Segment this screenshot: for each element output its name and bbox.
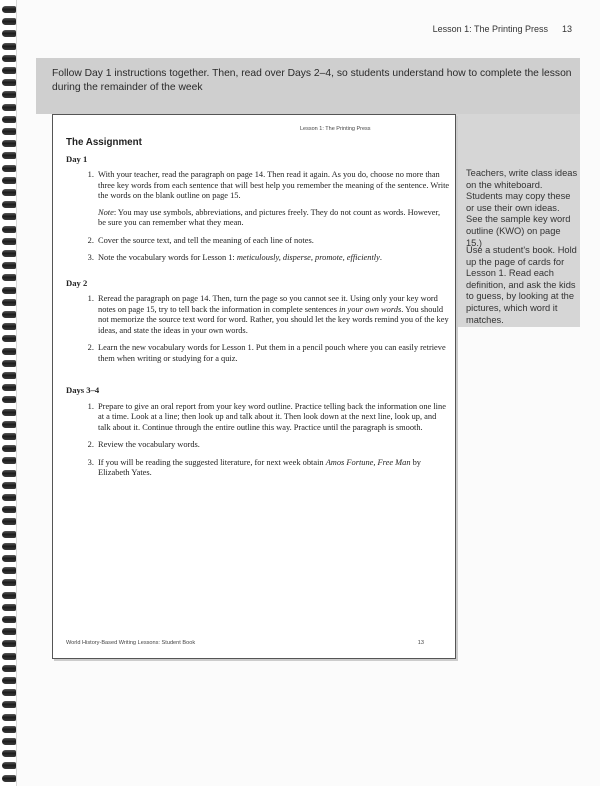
spiral-coil	[2, 250, 16, 257]
running-head-page-number: 13	[561, 24, 572, 34]
spiral-coil	[2, 152, 16, 159]
spiral-coil	[2, 592, 16, 599]
spiral-coil	[2, 335, 16, 342]
days34-item-2: 2. Review the vocabulary words.	[96, 440, 450, 451]
day2-item-1-emphasis: in your own words	[338, 304, 402, 314]
book-title: Amos Fortune, Free Man	[325, 457, 411, 467]
days34-item-3-prefix: If you will be reading the suggested literature, for next week obtain	[98, 457, 326, 467]
spiral-coil	[2, 91, 16, 98]
day1-list	[66, 170, 450, 264]
spiral-coil	[2, 604, 16, 611]
spiral-coil	[2, 311, 16, 318]
student-page-footer-number: 13	[417, 640, 424, 646]
spiral-coil	[2, 750, 16, 757]
day1-item-1-text: With your teacher, read the paragraph on page 14. Then read it again. As you do, choose no more than three key words from each sentence that will best help you remember the meaning of the sentence. Write the words on the blank outline on page 15.	[98, 170, 450, 200]
spiral-coil	[2, 775, 16, 782]
spiral-coil	[2, 67, 16, 74]
spiral-coil	[2, 409, 16, 416]
sidebar-note-vocab-cards: Use a student's book. Hold up the page of cards for Lesson 1. Read each definition, and ask the kids to guess, by looking at the pictures, which word it matches.	[466, 245, 577, 325]
spiral-coil	[2, 714, 16, 721]
spiral-coil	[2, 433, 16, 440]
spiral-coil	[2, 738, 16, 745]
day1-note-label: Note	[98, 207, 114, 217]
days34-item-3-suffix: by Elizabeth Yates.	[98, 457, 421, 477]
spiral-coil	[2, 396, 16, 403]
spiral-coil	[2, 762, 16, 769]
spiral-coil	[2, 104, 16, 111]
spiral-coil	[2, 43, 16, 50]
spiral-coil	[2, 262, 16, 269]
spiral-coil	[2, 323, 16, 330]
day2-item-1-text-b: . You should not memorize the source text word for word. Rather, you should let the key words remind you of the key ideas, and state the ideas in your own words.	[98, 304, 449, 335]
day1-item-3-prefix: Note the vocabulary words for Lesson 1:	[98, 253, 237, 262]
spiral-coil	[2, 653, 16, 660]
spiral-coil	[2, 665, 16, 672]
spiral-coil	[2, 213, 16, 220]
spiral-coil	[2, 445, 16, 452]
running-head	[433, 24, 572, 34]
spiral-coil	[2, 165, 16, 172]
day2-heading: Day 2	[66, 277, 88, 288]
spiral-coil	[2, 555, 16, 562]
spiral-coil	[2, 701, 16, 708]
spiral-coil	[2, 177, 16, 184]
spiral-coil	[2, 116, 16, 123]
spiral-coil	[2, 616, 16, 623]
spiral-coil	[2, 518, 16, 525]
day2-item-1	[96, 294, 450, 336]
day1-note-text: : You may use symbols, abbreviations, and pictures freely. They do not count as words. However, be sure you can remember what they mean.	[98, 207, 441, 227]
spiral-coil	[2, 726, 16, 733]
spiral-coil	[2, 640, 16, 647]
day1-heading: Day 1	[66, 153, 88, 164]
day2-item-1-text-a: Reread the paragraph on page 14. Then, turn the page so you cannot see it. Using only your key word notes on page 15, try to tell back the information in complete sentences	[98, 294, 438, 314]
spiral-coil	[2, 567, 16, 574]
spiral-coil	[2, 140, 16, 147]
days34-list	[66, 402, 450, 479]
day1-item-1	[96, 170, 450, 229]
spiral-coil	[2, 372, 16, 379]
day2-item-2: 2. Learn the new vocabulary words for Lesson 1. Put them in a pencil pouch where you can easily retrieve them when writing or studying for a quiz.	[96, 343, 450, 364]
spiral-coil	[2, 543, 16, 550]
spiral-coil	[2, 299, 16, 306]
vocabulary-words: meticulously, disperse, promote, efficiently	[236, 253, 380, 262]
running-head-title: Lesson 1: The Printing Press	[432, 24, 548, 34]
spiral-coil	[2, 348, 16, 355]
spiral-coil	[2, 531, 16, 538]
spiral-coil	[2, 457, 16, 464]
sidebar-note-whiteboard: Teachers, write class ideas on the whiteboard. Students may copy these or use their own ideas. See the sample key word outline (KWO) on page 15.)	[466, 168, 578, 248]
spiral-coil	[2, 677, 16, 684]
student-page-footer-title: World History-Based Writing Lessons: Student Book	[66, 640, 196, 646]
spiral-coil	[2, 201, 16, 208]
spiral-binding	[0, 0, 18, 786]
spiral-coil	[2, 79, 16, 86]
spiral-coil	[2, 287, 16, 294]
spiral-coil	[2, 628, 16, 635]
spiral-coil	[2, 494, 16, 501]
day1-item-2: 2. Cover the source text, and tell the meaning of each line of notes.	[96, 236, 450, 247]
spiral-coil	[2, 30, 16, 37]
spiral-coil	[2, 6, 16, 13]
spiral-coil	[2, 579, 16, 586]
spiral-coil	[2, 189, 16, 196]
spiral-coil	[2, 384, 16, 391]
instruction-banner-text: Follow Day 1 instructions together. Then, read over Days 2–4, so students understand how to complete the lesson during the remainder of the week	[52, 68, 572, 93]
day2-list	[66, 294, 450, 364]
spiral-coil	[2, 470, 16, 477]
student-page-footer	[66, 640, 424, 646]
student-page-running-head: Lesson 1: The Printing Press	[300, 126, 371, 132]
spiral-coil	[2, 421, 16, 428]
spiral-coil	[2, 18, 16, 25]
spiral-coil	[2, 128, 16, 135]
spiral-coil	[2, 506, 16, 513]
day1-item-3	[96, 253, 450, 264]
spiral-coil	[2, 360, 16, 367]
spiral-coil	[2, 226, 16, 233]
assignment-title: The Assignment	[66, 137, 142, 148]
spiral-coil	[2, 55, 16, 62]
days34-item-1: 1. Prepare to give an oral report from your key word outline. Practice telling back the information one line at a time. Look at a line; then look up and talk about it. Then look down at the next line, look up, and talk about it. Continue through the entire outline this way. Practice until the paragraph is smooth.	[96, 402, 450, 434]
day1-item-3-suffix: .	[379, 253, 382, 262]
days34-item-3	[96, 458, 450, 479]
assignment-content	[66, 138, 450, 486]
spiral-coil	[2, 238, 16, 245]
spiral-coil	[2, 482, 16, 489]
days34-heading: Days 3–4	[66, 385, 100, 395]
spiral-coil	[2, 689, 16, 696]
day1-note	[98, 208, 450, 229]
spiral-coil	[2, 274, 16, 281]
